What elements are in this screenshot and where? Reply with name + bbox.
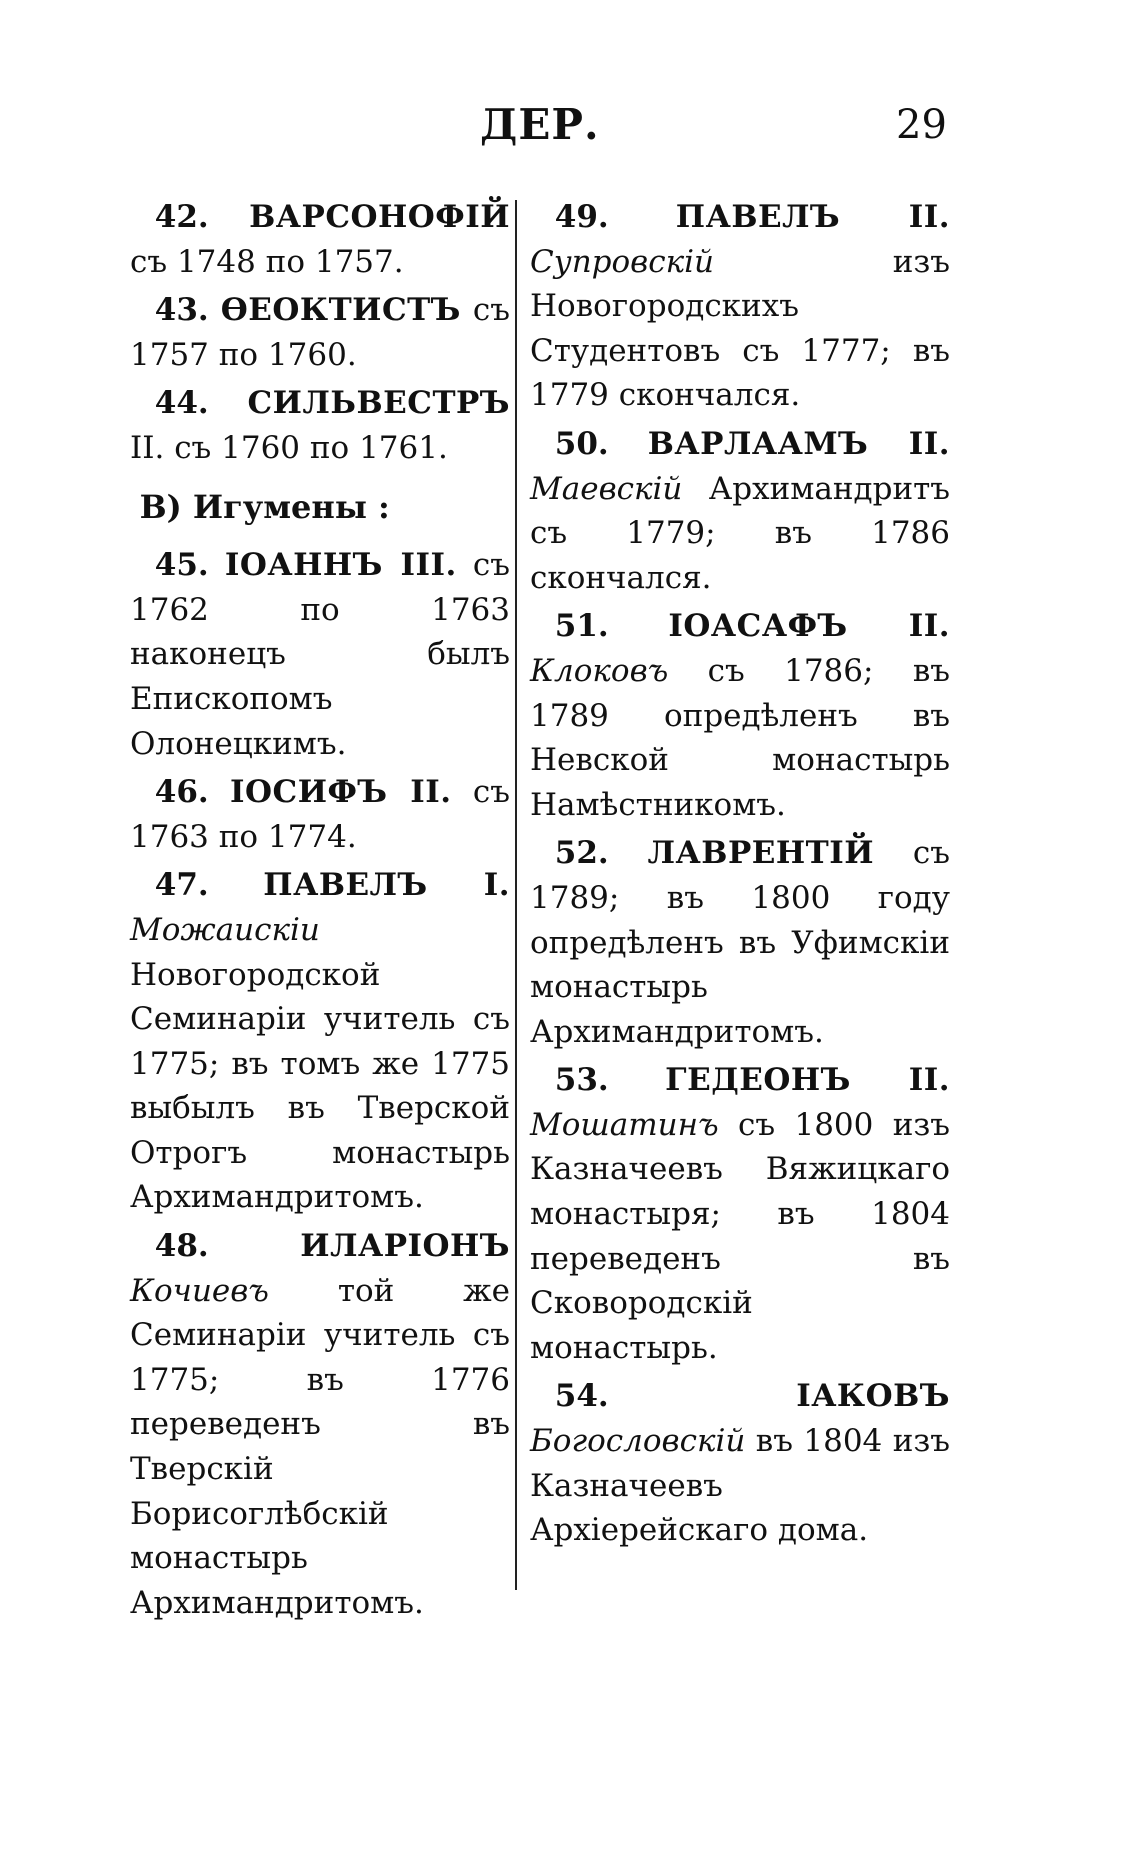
entry-surname: Можаискіи — [130, 911, 320, 948]
entry — [530, 1058, 950, 1370]
entry-name: СИЛЬВЕСТРЪ — [247, 385, 510, 422]
column-divider — [515, 200, 517, 1590]
entry-surname: Кочиевъ — [130, 1272, 269, 1309]
running-head: ДЕР. — [480, 100, 600, 149]
entry-text: Архимандритъ съ 1779; въ 1786 скончался. — [530, 470, 950, 596]
entry-text: II. съ 1760 по 1761. — [130, 429, 448, 466]
entry-number: 44. — [154, 385, 209, 422]
entry-surname: Супровскій — [530, 243, 714, 280]
entry-name: ѲЕОКТИСТЪ — [220, 292, 461, 329]
entry-name: ПАВЕЛЪ I. — [263, 867, 510, 904]
entry-number: 42. — [154, 199, 209, 235]
entry — [130, 288, 510, 377]
entry-name: ПАВЕЛЪ II. — [675, 199, 950, 235]
entry-number: 53. — [554, 1062, 609, 1099]
entry-surname: Богословскій — [530, 1423, 746, 1460]
right-column — [530, 195, 950, 1557]
entry-name: ІОАСАФЪ II. — [668, 608, 951, 645]
entry — [130, 863, 510, 1220]
entry-surname: Маевскій — [530, 470, 683, 507]
entry-name: ЛАВРЕНТІЙ — [647, 835, 875, 872]
entry — [130, 381, 510, 470]
entry-text: той же Семинаріи учитель съ 1775; въ 1776 переведенъ въ Тверскій Борисоглѣбскій монастырь Архимандритомъ. — [130, 1272, 510, 1621]
entry-text: съ 1762 по 1763 наконецъ былъ Епископомъ Олонецкимъ. — [130, 547, 511, 762]
entry-number: 47. — [154, 867, 209, 904]
entry — [530, 422, 950, 600]
entry-surname: Клоковъ — [530, 652, 669, 689]
entry-name: ІОАННЪ III. — [224, 547, 457, 584]
entry-name: ВАРЛААМЪ II. — [647, 425, 950, 462]
page-header — [0, 100, 1140, 170]
entry-name: ІАКОВЪ — [796, 1378, 950, 1415]
entry-number: 49. — [554, 199, 609, 235]
entry-number: 43. — [154, 292, 209, 329]
entry-number: 50. — [554, 425, 609, 462]
entry-text: съ 1789; въ 1800 году опредѣленъ въ Уфимскіи монастырь Архимандритомъ. — [530, 835, 950, 1050]
entry-text: съ 1757 по 1760. — [130, 292, 511, 373]
entry — [530, 831, 950, 1054]
entry-text: изъ Новогородскихъ Студентовъ съ 1777; въ 1779 скончался. — [530, 243, 950, 414]
page-number: 29 — [896, 102, 947, 148]
entry-text: съ 1763 по 1774. — [130, 774, 510, 855]
entry-surname: Мошатинъ — [530, 1106, 719, 1143]
entry-text: въ 1804 изъ Казначеевъ Архіерейскаго дома. — [530, 1423, 950, 1549]
entry-number: 46. — [154, 774, 209, 811]
entry-name: ИЛАРІОНЪ — [300, 1228, 510, 1265]
entry-text: съ 1786; въ 1789 опредѣленъ въ Невской монастырь Намѣстникомъ. — [530, 652, 950, 823]
entry-number: 54. — [554, 1378, 609, 1415]
section-heading: В) Игумены : — [139, 487, 390, 526]
entry — [530, 195, 950, 418]
entry-name: ВАРСОНОФІЙ — [249, 199, 510, 235]
entry-number: 48. — [154, 1228, 209, 1265]
entry — [530, 604, 950, 827]
entry — [130, 1224, 510, 1625]
entry-text: съ 1800 изъ Казначеевъ Вяжицкаго монастыря; въ 1804 переведенъ въ Сковородскій монастырь. — [530, 1106, 950, 1366]
left-column — [130, 195, 510, 1629]
entry-text: съ 1748 по 1757. — [130, 243, 404, 280]
entry-number: 45. — [154, 547, 209, 584]
entry — [130, 770, 510, 859]
entry — [130, 195, 510, 284]
entry-text: Новогородской Семинаріи учитель съ 1775; въ томъ же 1775 выбылъ въ Тверской Отрогъ монастырь Архимандритомъ. — [130, 956, 510, 1216]
entry-name: ІОСИФЪ II. — [230, 774, 452, 811]
entry-number: 51. — [554, 608, 609, 645]
entry-name: ГЕДЕОНЪ II. — [665, 1062, 950, 1099]
entry — [530, 1374, 950, 1552]
entry — [130, 543, 510, 766]
entry-number: 52. — [554, 835, 609, 872]
